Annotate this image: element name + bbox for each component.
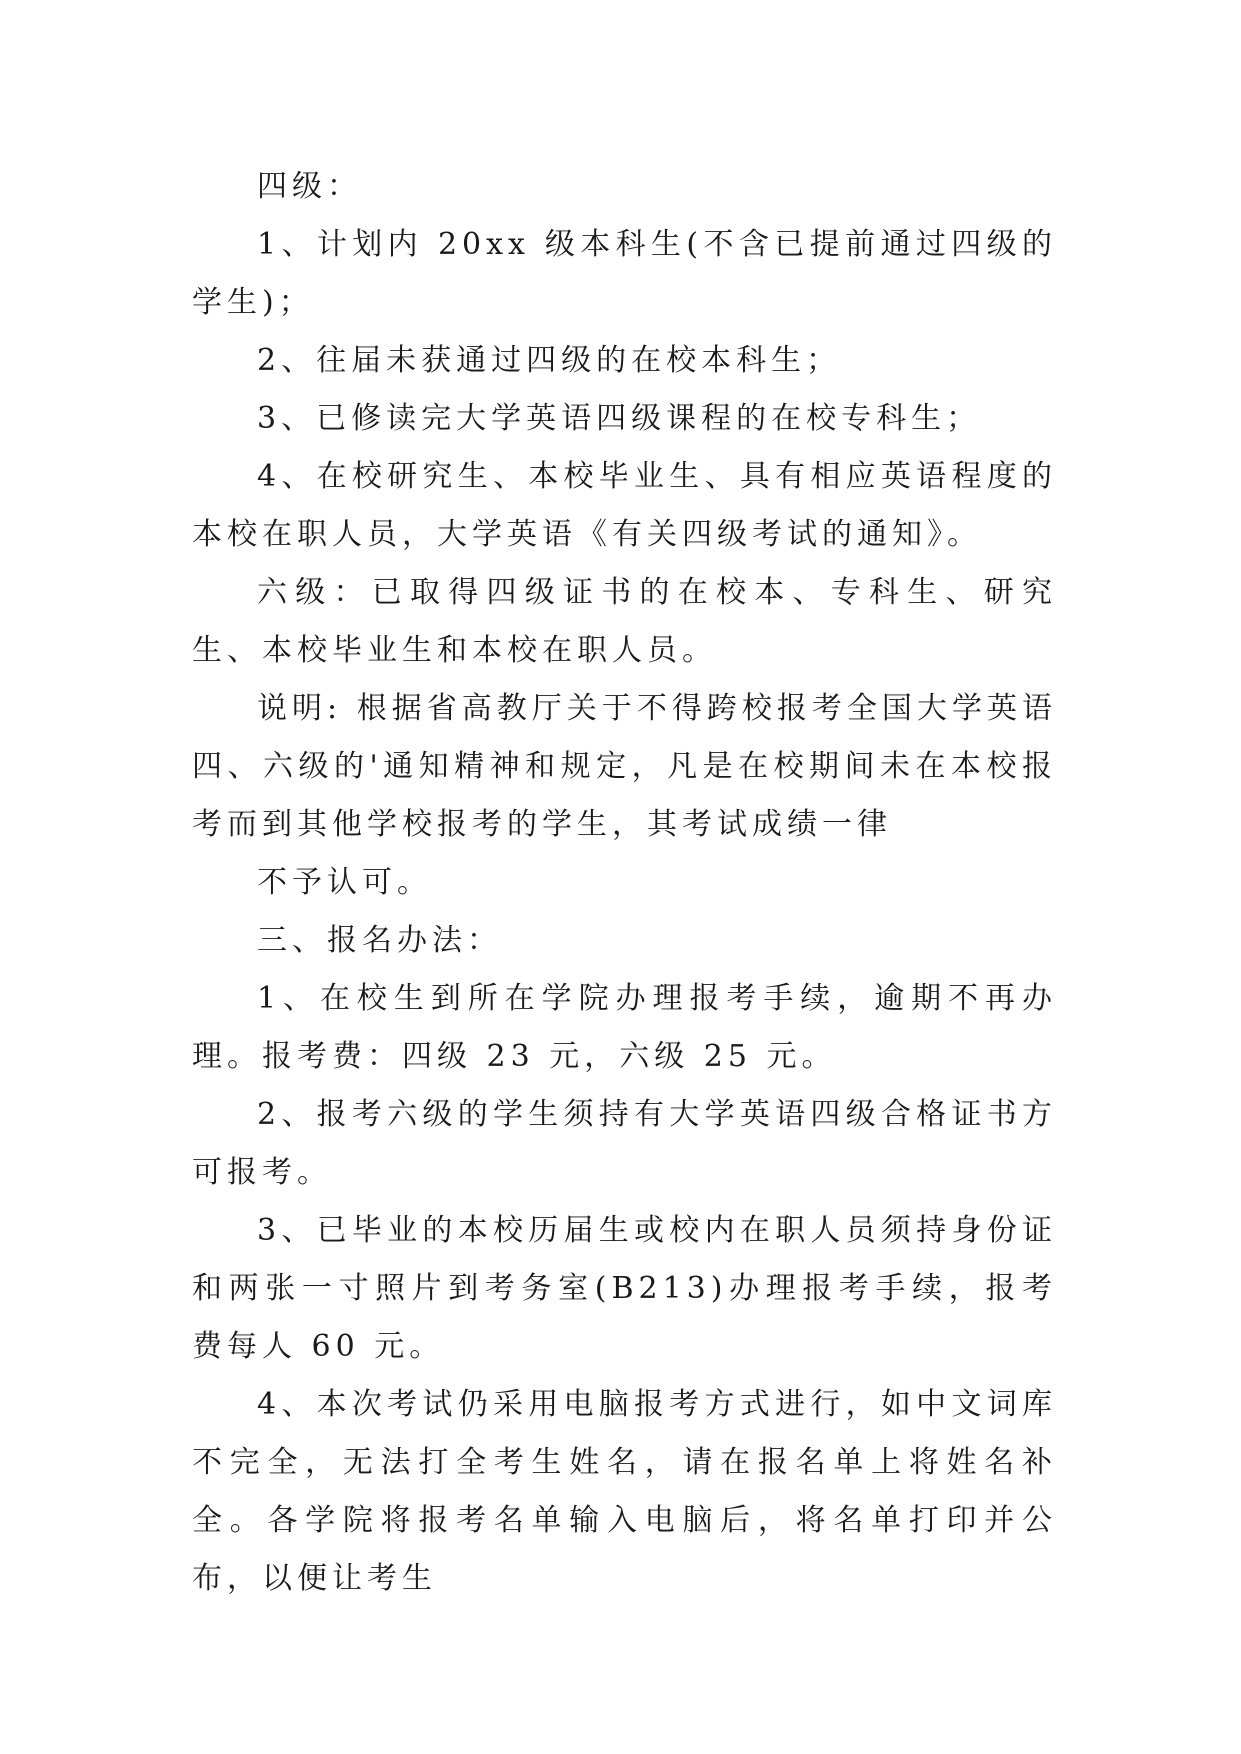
list-item: 4、本次考试仍采用电脑报考方式进行，如中文词库不完全，无法打全考生姓名，请在报名单上将姓名补全。各学院将报考名单输入电脑后，将名单打印并公布，以便让考生 [192,1387,1057,1596]
list-item: 3、已毕业的本校历届生或校内在职人员须持身份证和两张一寸照片到考务室(B213)办理报考手续，报考费每人 60 元。 [192,1213,1057,1364]
level-six-paragraph: 六级：已取得四级证书的在校本、专科生、研究生、本校毕业生和本校在职人员。 [192,575,1057,668]
explanation-paragraph: 说明: 根据省高教厅关于不得跨校报考全国大学英语四、六级的'通知精神和规定，凡是在校期间未在本校报考而到其他学校报考的学生，其考试成绩一律 [192,691,1057,842]
section-heading: 三、报名办法： [257,923,502,958]
list-item: 3、已修读完大学英语四级课程的在校专科生； [257,401,982,436]
list-item: 1、在校生到所在学院办理报考手续，逾期不再办理。报考费：四级 23 元，六级 25 元。 [192,981,1057,1074]
list-item: 4、在校研究生、本校毕业生、具有相应英语程度的本校在职人员，大学英语《有关四级考试的通知》。 [192,459,1057,552]
list-item: 2、报考六级的学生须持有大学英语四级合格证书方可报考。 [192,1097,1057,1190]
explanation-continuation: 不予认可。 [257,865,432,900]
list-item: 1、计划内 20xx 级本科生(不含已提前通过四级的学生)； [192,227,1057,320]
heading-level-four: 四级： [257,169,362,204]
document-body [192,158,1057,1608]
list-item: 2、往届未获通过四级的在校本科生； [257,343,842,378]
